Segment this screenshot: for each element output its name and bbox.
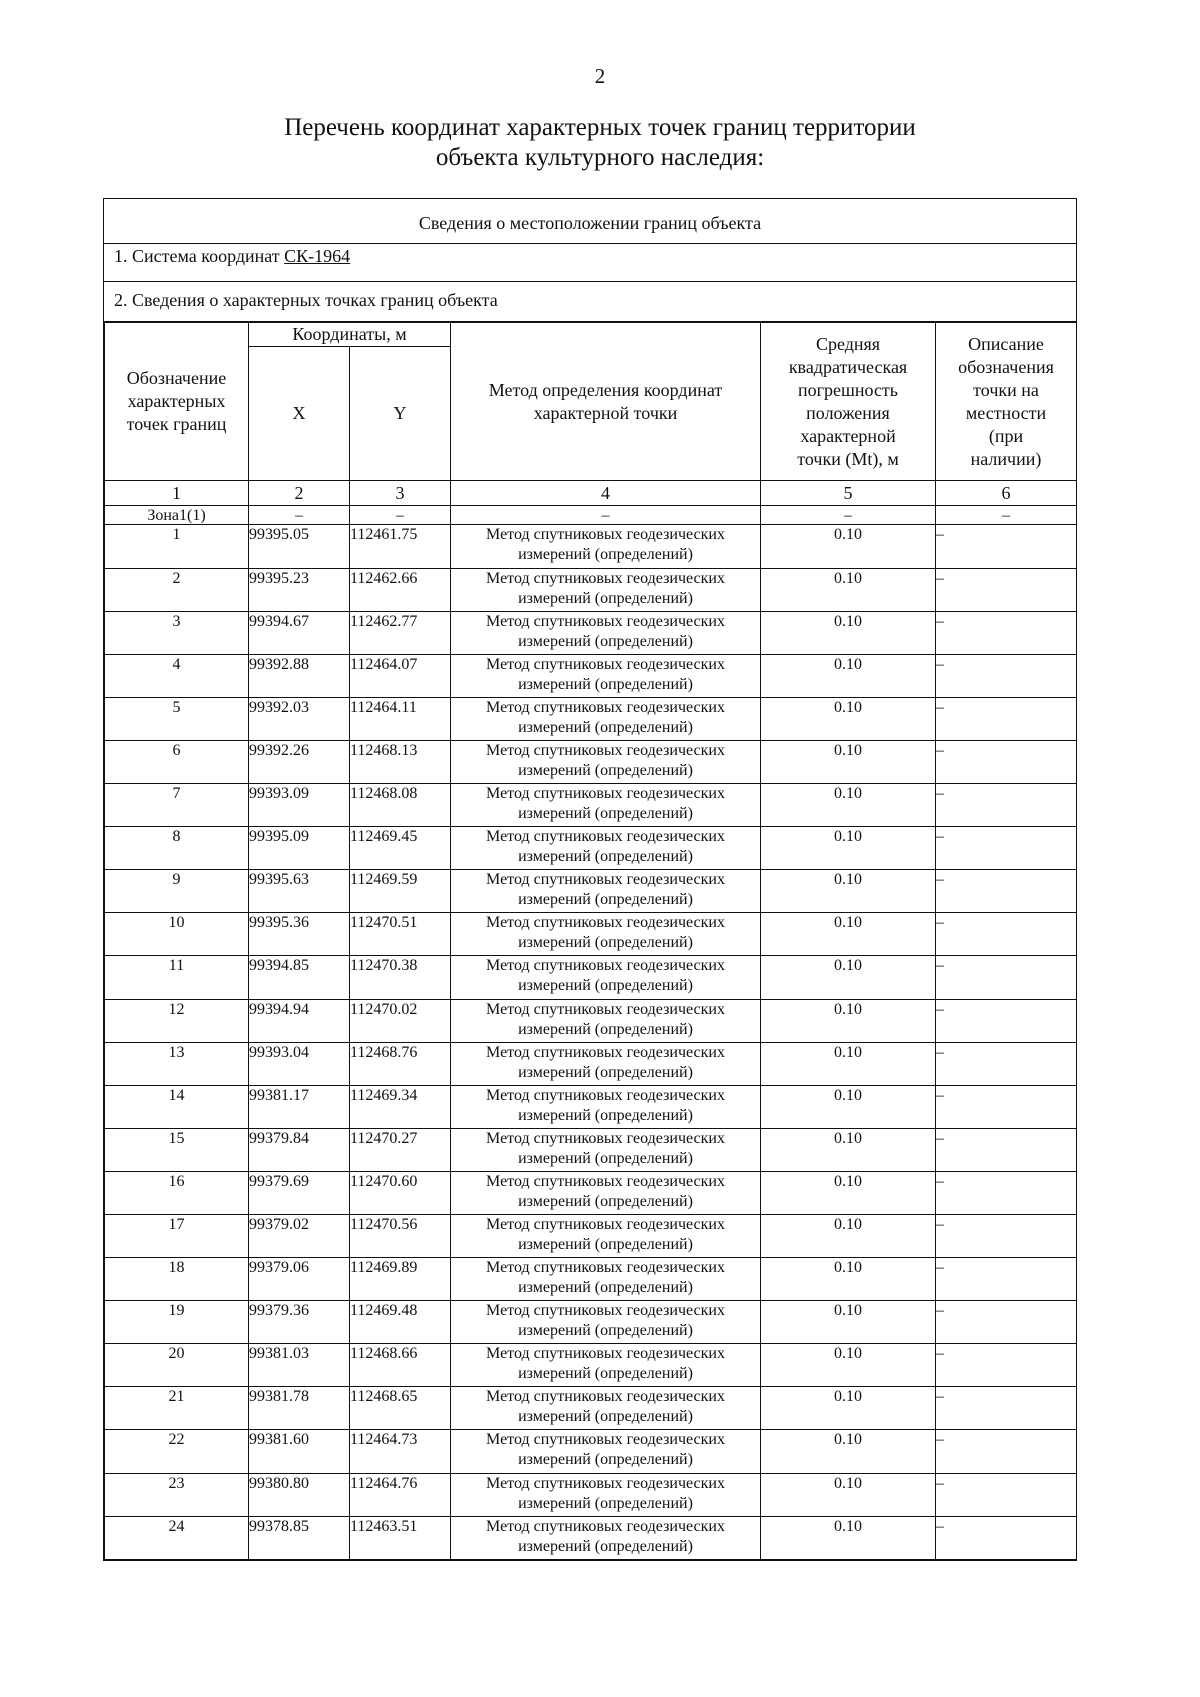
description-value: – xyxy=(936,1214,1077,1257)
coord-y: 112468.65 xyxy=(350,1387,451,1430)
coord-x: 99394.67 xyxy=(249,611,350,654)
error-value: 0.10 xyxy=(761,1214,936,1257)
coord-y: 112468.76 xyxy=(350,1042,451,1085)
point-number: 1 xyxy=(105,525,249,568)
coord-y: 112469.48 xyxy=(350,1301,451,1344)
coordinate-system-line xyxy=(104,244,1076,282)
coord-x: 99395.05 xyxy=(249,525,350,568)
method-line-2: измерений (определений) xyxy=(518,934,693,952)
point-number: 21 xyxy=(105,1387,249,1430)
point-number: 23 xyxy=(105,1473,249,1516)
coord-y: 112468.08 xyxy=(350,784,451,827)
description-value: – xyxy=(936,870,1077,913)
point-number: 3 xyxy=(105,611,249,654)
coordinate-system-value: СК-1964 xyxy=(284,246,351,266)
coord-y: 112470.27 xyxy=(350,1128,451,1171)
title-line-2: объекта культурного наследия: xyxy=(435,144,765,171)
point-number: 7 xyxy=(105,784,249,827)
table-row xyxy=(105,1473,1077,1516)
header-desc-l4: местности xyxy=(965,402,1047,423)
column-number: 6 xyxy=(936,481,1077,506)
point-number: 4 xyxy=(105,654,249,697)
method-line-1: Метод спутниковых геодезических xyxy=(486,1388,725,1406)
table-row xyxy=(105,1042,1077,1085)
point-number: 15 xyxy=(105,1128,249,1171)
table-row xyxy=(105,1258,1077,1301)
section-title: Сведения о местоположении границ объекта xyxy=(104,199,1076,244)
header-coordinates: Координаты, м xyxy=(249,323,451,347)
description-value: – xyxy=(936,1171,1077,1214)
error-value: 0.10 xyxy=(761,1430,936,1473)
coord-x: 99381.03 xyxy=(249,1344,350,1387)
method-cell xyxy=(451,611,761,654)
description-value: – xyxy=(936,1301,1077,1344)
error-value: 0.10 xyxy=(761,1258,936,1301)
description-value: – xyxy=(936,1473,1077,1516)
zone-cell: – xyxy=(451,506,761,525)
coord-x: 99394.85 xyxy=(249,956,350,999)
error-value: 0.10 xyxy=(761,1387,936,1430)
coord-x: 99395.36 xyxy=(249,913,350,956)
header-method: Метод определения координат характерной точки xyxy=(451,323,761,481)
coord-y: 112470.56 xyxy=(350,1214,451,1257)
method-line-2: измерений (определений) xyxy=(518,1494,693,1512)
coord-x: 99393.04 xyxy=(249,1042,350,1085)
method-line-2: измерений (определений) xyxy=(518,1235,693,1253)
method-line-1: Метод спутниковых геодезических xyxy=(486,914,725,932)
header-designation: Обозначение характерных точек границ xyxy=(105,323,249,481)
description-value: – xyxy=(936,1042,1077,1085)
coord-x: 99379.69 xyxy=(249,1171,350,1214)
method-cell xyxy=(451,1473,761,1516)
point-number: 6 xyxy=(105,740,249,783)
coord-x: 99392.26 xyxy=(249,740,350,783)
header-error-l6: точки (Мt), м xyxy=(797,448,899,469)
header-error-l5: характерной xyxy=(800,425,896,446)
error-value: 0.10 xyxy=(761,999,936,1042)
point-number: 8 xyxy=(105,827,249,870)
description-value: – xyxy=(936,654,1077,697)
table-row xyxy=(105,697,1077,740)
error-value: 0.10 xyxy=(761,784,936,827)
method-line-1: Метод спутниковых геодезических xyxy=(486,1431,725,1449)
method-cell xyxy=(451,1258,761,1301)
boundary-info-frame xyxy=(103,198,1077,1561)
method-cell xyxy=(451,870,761,913)
description-value: – xyxy=(936,956,1077,999)
method-line-2: измерений (определений) xyxy=(518,1451,693,1469)
table-row xyxy=(105,870,1077,913)
method-line-2: измерений (определений) xyxy=(518,1106,693,1124)
point-number: 22 xyxy=(105,1430,249,1473)
method-line-2: измерений (определений) xyxy=(518,1322,693,1340)
method-line-1: Метод спутниковых геодезических xyxy=(486,1000,725,1018)
method-line-1: Метод спутниковых геодезических xyxy=(486,1517,725,1535)
coord-x: 99381.78 xyxy=(249,1387,350,1430)
zone-cell: – xyxy=(249,506,350,525)
coord-y: 112469.59 xyxy=(350,870,451,913)
table-row xyxy=(105,568,1077,611)
method-line-2: измерений (определений) xyxy=(518,1365,693,1383)
table-row xyxy=(105,1387,1077,1430)
page-number: 2 xyxy=(594,64,606,88)
method-line-1: Метод спутниковых геодезических xyxy=(486,785,725,803)
description-value: – xyxy=(936,827,1077,870)
method-line-1: Метод спутниковых геодезических xyxy=(486,1129,725,1147)
method-cell xyxy=(451,654,761,697)
table-row xyxy=(105,525,1077,568)
coord-y: 112468.13 xyxy=(350,740,451,783)
table-row xyxy=(105,740,1077,783)
zone-cell: – xyxy=(936,506,1077,525)
error-value: 0.10 xyxy=(761,870,936,913)
header-y: Y xyxy=(350,347,451,481)
error-value: 0.10 xyxy=(761,1171,936,1214)
method-cell xyxy=(451,913,761,956)
point-number: 19 xyxy=(105,1301,249,1344)
description-value: – xyxy=(936,1387,1077,1430)
method-cell xyxy=(451,1085,761,1128)
table-body xyxy=(105,506,1077,1560)
method-cell xyxy=(451,1214,761,1257)
method-line-1: Метод спутниковых геодезических xyxy=(486,871,725,889)
method-line-1: Метод спутниковых геодезических xyxy=(486,569,725,587)
header-error xyxy=(761,323,936,481)
coord-y: 112469.89 xyxy=(350,1258,451,1301)
method-line-2: измерений (определений) xyxy=(518,977,693,995)
error-value: 0.10 xyxy=(761,568,936,611)
table-row xyxy=(105,1128,1077,1171)
method-cell xyxy=(451,525,761,568)
method-line-2: измерений (определений) xyxy=(518,1020,693,1038)
method-cell xyxy=(451,1430,761,1473)
point-number: 17 xyxy=(105,1214,249,1257)
description-value: – xyxy=(936,1430,1077,1473)
header-error-l1: Средняя xyxy=(815,333,881,354)
point-number: 9 xyxy=(105,870,249,913)
zone-cell: – xyxy=(350,506,451,525)
method-line-2: измерений (определений) xyxy=(518,1063,693,1081)
method-line-1: Метод спутниковых геодезических xyxy=(486,612,725,630)
method-line-1: Метод спутниковых геодезических xyxy=(486,1302,725,1320)
description-value: – xyxy=(936,1128,1077,1171)
point-number: 20 xyxy=(105,1344,249,1387)
document-title xyxy=(0,113,1200,173)
method-line-1: Метод спутниковых геодезических xyxy=(486,1172,725,1190)
point-number: 16 xyxy=(105,1171,249,1214)
header-description xyxy=(936,323,1077,481)
method-line-1: Метод спутниковых геодезических xyxy=(486,1259,725,1277)
method-cell xyxy=(451,568,761,611)
column-number: 5 xyxy=(761,481,936,506)
method-line-2: измерений (определений) xyxy=(518,1192,693,1210)
column-number: 3 xyxy=(350,481,451,506)
table-row xyxy=(105,956,1077,999)
table-row xyxy=(105,999,1077,1042)
error-value: 0.10 xyxy=(761,697,936,740)
method-line-2: измерений (определений) xyxy=(518,589,693,607)
error-value: 0.10 xyxy=(761,525,936,568)
header-desc-l5: (при xyxy=(988,425,1024,446)
error-value: 0.10 xyxy=(761,611,936,654)
method-line-2: измерений (определений) xyxy=(518,1149,693,1167)
error-value: 0.10 xyxy=(761,827,936,870)
coord-y: 112464.76 xyxy=(350,1473,451,1516)
description-value: – xyxy=(936,697,1077,740)
coord-y: 112463.51 xyxy=(350,1516,451,1559)
error-value: 0.10 xyxy=(761,740,936,783)
table-row xyxy=(105,827,1077,870)
column-number: 4 xyxy=(451,481,761,506)
description-value: – xyxy=(936,1516,1077,1559)
error-value: 0.10 xyxy=(761,1344,936,1387)
header-desc-l3: точки на xyxy=(973,379,1039,400)
method-line-1: Метод спутниковых геодезических xyxy=(486,526,725,544)
error-value: 0.10 xyxy=(761,913,936,956)
point-number: 5 xyxy=(105,697,249,740)
point-number: 14 xyxy=(105,1085,249,1128)
coord-x: 99392.88 xyxy=(249,654,350,697)
method-line-1: Метод спутниковых геодезических xyxy=(486,698,725,716)
method-line-1: Метод спутниковых геодезических xyxy=(486,1043,725,1061)
method-cell xyxy=(451,697,761,740)
method-cell xyxy=(451,1387,761,1430)
zone-row xyxy=(105,506,1077,525)
coord-x: 99379.84 xyxy=(249,1128,350,1171)
header-row-1 xyxy=(105,323,1077,347)
table-row xyxy=(105,913,1077,956)
point-number: 12 xyxy=(105,999,249,1042)
coord-y: 112469.34 xyxy=(350,1085,451,1128)
coord-x: 99379.06 xyxy=(249,1258,350,1301)
method-line-2: измерений (определений) xyxy=(518,718,693,736)
method-cell xyxy=(451,999,761,1042)
method-cell xyxy=(451,956,761,999)
coord-y: 112461.75 xyxy=(350,525,451,568)
point-number: 10 xyxy=(105,913,249,956)
coord-x: 99393.09 xyxy=(249,784,350,827)
method-cell xyxy=(451,1344,761,1387)
point-number: 24 xyxy=(105,1516,249,1559)
coord-x: 99381.60 xyxy=(249,1430,350,1473)
zone-cell: – xyxy=(761,506,936,525)
table-row xyxy=(105,611,1077,654)
description-value: – xyxy=(936,1344,1077,1387)
point-number: 2 xyxy=(105,568,249,611)
header-desc-l1: Описание xyxy=(968,333,1044,354)
description-value: – xyxy=(936,611,1077,654)
error-value: 0.10 xyxy=(761,1473,936,1516)
coord-y: 112470.02 xyxy=(350,999,451,1042)
method-line-2: измерений (определений) xyxy=(518,1279,693,1297)
table-row xyxy=(105,1171,1077,1214)
coord-x: 99378.85 xyxy=(249,1516,350,1559)
description-value: – xyxy=(936,1085,1077,1128)
point-number: 13 xyxy=(105,1042,249,1085)
error-value: 0.10 xyxy=(761,1301,936,1344)
coord-y: 112462.66 xyxy=(350,568,451,611)
coord-x: 99395.63 xyxy=(249,870,350,913)
table-row xyxy=(105,1301,1077,1344)
description-value: – xyxy=(936,913,1077,956)
method-line-2: измерений (определений) xyxy=(518,805,693,823)
table-row xyxy=(105,654,1077,697)
error-value: 0.10 xyxy=(761,1128,936,1171)
method-line-2: измерений (определений) xyxy=(518,891,693,909)
method-cell xyxy=(451,1516,761,1559)
error-value: 0.10 xyxy=(761,956,936,999)
header-desc-l6: наличии) xyxy=(970,448,1042,469)
point-number: 18 xyxy=(105,1258,249,1301)
method-cell xyxy=(451,740,761,783)
error-value: 0.10 xyxy=(761,1042,936,1085)
method-cell xyxy=(451,827,761,870)
header-error-l2: квадратическая xyxy=(788,356,908,377)
point-number: 11 xyxy=(105,956,249,999)
description-value: – xyxy=(936,1258,1077,1301)
coord-x: 99392.03 xyxy=(249,697,350,740)
method-line-2: измерений (определений) xyxy=(518,761,693,779)
method-line-2: измерений (определений) xyxy=(518,1537,693,1555)
column-number: 1 xyxy=(105,481,249,506)
description-value: – xyxy=(936,525,1077,568)
method-line-2: измерений (определений) xyxy=(518,632,693,650)
coord-x: 99395.23 xyxy=(249,568,350,611)
header-error-l4: положения xyxy=(806,402,890,423)
table-row xyxy=(105,1516,1077,1559)
header-error-l3: погрешность xyxy=(798,379,899,400)
description-value: – xyxy=(936,740,1077,783)
header-desc-l2: обозначения xyxy=(958,356,1054,377)
coord-x: 99395.09 xyxy=(249,827,350,870)
table-row xyxy=(105,1430,1077,1473)
method-cell xyxy=(451,1301,761,1344)
error-value: 0.10 xyxy=(761,1085,936,1128)
method-line-1: Метод спутниковых геодезических xyxy=(486,828,725,846)
coord-x: 99379.02 xyxy=(249,1214,350,1257)
coord-y: 112470.60 xyxy=(350,1171,451,1214)
method-cell xyxy=(451,1042,761,1085)
description-value: – xyxy=(936,784,1077,827)
method-line-1: Метод спутниковых геодезических xyxy=(486,1474,725,1492)
method-cell xyxy=(451,1128,761,1171)
method-line-1: Метод спутниковых геодезических xyxy=(486,655,725,673)
coord-y: 112462.77 xyxy=(350,611,451,654)
table-row xyxy=(105,1344,1077,1387)
header-x: X xyxy=(249,347,350,481)
method-cell xyxy=(451,1171,761,1214)
title-line-1: Перечень координат характерных точек границ территории xyxy=(284,114,916,141)
method-line-1: Метод спутниковых геодезических xyxy=(486,741,725,759)
error-value: 0.10 xyxy=(761,654,936,697)
coordinate-system-label: 1. Система координат xyxy=(114,246,285,266)
method-line-2: измерений (определений) xyxy=(518,848,693,866)
method-line-2: измерений (определений) xyxy=(518,675,693,693)
coord-y: 112464.73 xyxy=(350,1430,451,1473)
coord-y: 112470.38 xyxy=(350,956,451,999)
coord-y: 112464.07 xyxy=(350,654,451,697)
coord-y: 112469.45 xyxy=(350,827,451,870)
table-row xyxy=(105,1085,1077,1128)
method-line-1: Метод спутниковых геодезических xyxy=(486,957,725,975)
error-value: 0.10 xyxy=(761,1516,936,1559)
coord-y: 112468.66 xyxy=(350,1344,451,1387)
description-value: – xyxy=(936,568,1077,611)
coordinates-table xyxy=(104,322,1077,1560)
coord-x: 99380.80 xyxy=(249,1473,350,1516)
method-line-1: Метод спутниковых геодезических xyxy=(486,1215,725,1233)
description-value: – xyxy=(936,999,1077,1042)
method-line-1: Метод спутниковых геодезических xyxy=(486,1086,725,1104)
method-cell xyxy=(451,784,761,827)
column-number: 2 xyxy=(249,481,350,506)
method-line-2: измерений (определений) xyxy=(518,546,693,564)
coord-x: 99381.17 xyxy=(249,1085,350,1128)
table-row xyxy=(105,1214,1077,1257)
coord-y: 112470.51 xyxy=(350,913,451,956)
points-section-title: 2. Сведения о характерных точках границ объекта xyxy=(104,282,1076,322)
coord-y: 112464.11 xyxy=(350,697,451,740)
table-row xyxy=(105,784,1077,827)
coord-x: 99379.36 xyxy=(249,1301,350,1344)
method-line-1: Метод спутниковых геодезических xyxy=(486,1345,725,1363)
coord-x: 99394.94 xyxy=(249,999,350,1042)
method-line-2: измерений (определений) xyxy=(518,1408,693,1426)
column-number-row xyxy=(105,481,1077,506)
zone-label: Зона1(1) xyxy=(105,506,249,525)
